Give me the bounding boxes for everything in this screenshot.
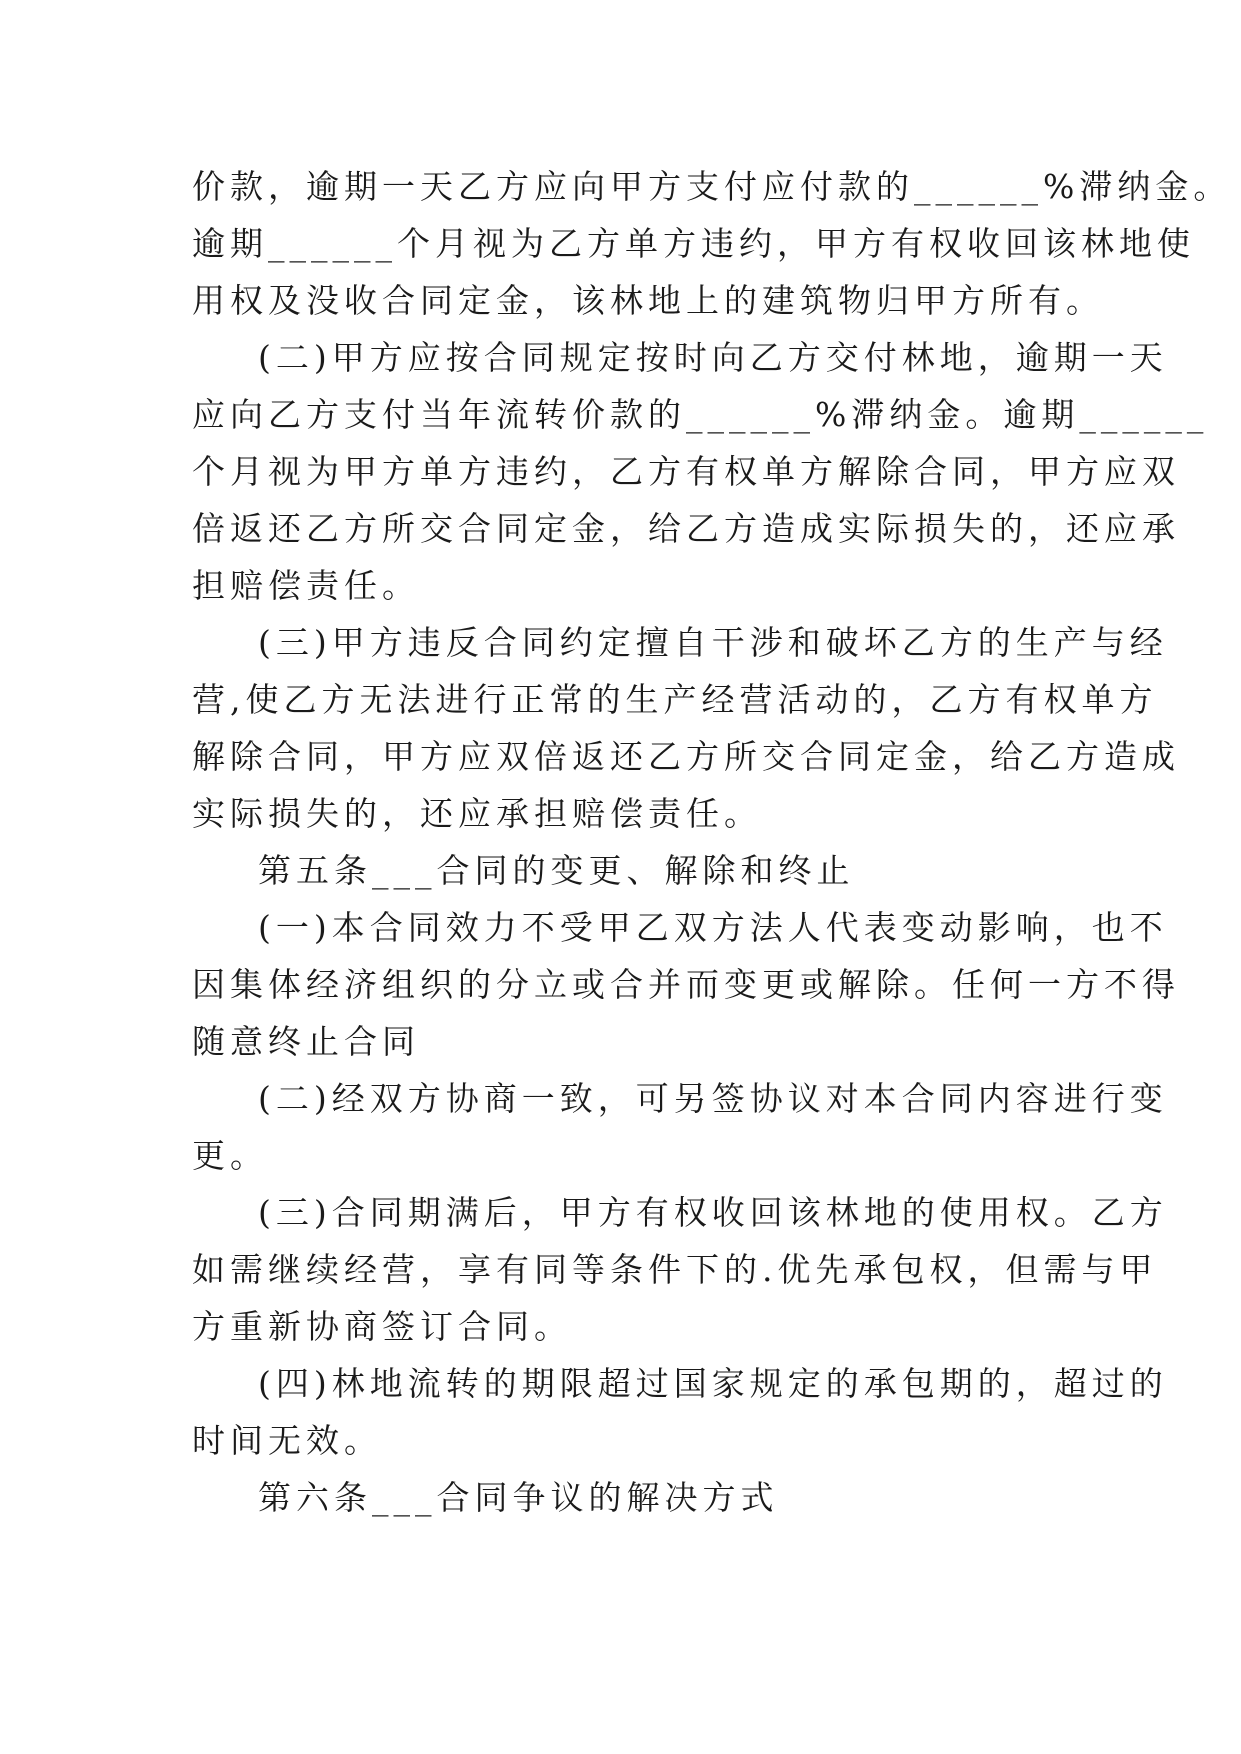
text-line: 应向乙方支付当年流转价款的______%滞纳金。逾期______ bbox=[192, 395, 1209, 434]
paragraph-clause-5-2 bbox=[192, 1070, 1168, 1184]
text-line: 随意终止合同 bbox=[192, 1022, 420, 1061]
text-line: 倍返还乙方所交合同定金，给乙方造成实际损失的，还应承 bbox=[192, 509, 1180, 548]
text-line: 逾期______个月视为乙方单方违约，甲方有权收回该林地使 bbox=[192, 224, 1195, 263]
text-line: 时间无效。 bbox=[192, 1421, 382, 1460]
paragraph-clause-5-4 bbox=[192, 1355, 1168, 1469]
text-line: 解除合同，甲方应双倍返还乙方所交合同定金，给乙方造成 bbox=[192, 737, 1180, 776]
text-line: 实际损失的，还应承担赔偿责任。 bbox=[192, 794, 762, 833]
text-line: 个月视为甲方单方违约，乙方有权单方解除合同，甲方应双 bbox=[192, 452, 1180, 491]
paragraph-late-payment-continuation bbox=[192, 158, 1232, 329]
paragraph-clause-4-3 bbox=[192, 614, 1180, 842]
paragraph-clause-4-2 bbox=[192, 329, 1209, 614]
text-line: 更。 bbox=[192, 1136, 268, 1175]
text-line: (二)经双方协商一致，可另签协议对本合同内容进行变 bbox=[258, 1079, 1168, 1118]
text-line: 担赔偿责任。 bbox=[192, 566, 420, 605]
document-page bbox=[192, 158, 1232, 1526]
text-line: 方重新协商签订合同。 bbox=[192, 1307, 572, 1346]
text-line: (三)合同期满后，甲方有权收回该林地的使用权。乙方 bbox=[258, 1193, 1168, 1232]
text-line: 用权及没收合同定金，该林地上的建筑物归甲方所有。 bbox=[192, 281, 1104, 320]
text-line: 营,使乙方无法进行正常的生产经营活动的，乙方有权单方 bbox=[192, 680, 1158, 719]
text-line: (二)甲方应按合同规定按时向乙方交付林地，逾期一天 bbox=[258, 338, 1168, 377]
section-heading: 第六条___合同争议的解决方式 bbox=[258, 1478, 779, 1517]
text-line: 因集体经济组织的分立或合并而变更或解除。任何一方不得 bbox=[192, 965, 1180, 1004]
text-line: 如需继续经营，享有同等条件下的.优先承包权，但需与甲 bbox=[192, 1250, 1158, 1289]
text-line: (四)林地流转的期限超过国家规定的承包期的，超过的 bbox=[258, 1364, 1168, 1403]
text-line: (一)本合同效力不受甲乙双方法人代表变动影响，也不 bbox=[258, 908, 1168, 947]
article-5-heading bbox=[192, 842, 1058, 899]
section-heading: 第五条___合同的变更、解除和终止 bbox=[258, 851, 855, 890]
paragraph-clause-5-1 bbox=[192, 899, 1180, 1070]
text-line: (三)甲方违反合同约定擅自干涉和破坏乙方的生产与经 bbox=[258, 623, 1168, 662]
article-6-heading bbox=[192, 1469, 1058, 1526]
paragraph-clause-5-3 bbox=[192, 1184, 1168, 1355]
text-line: 价款，逾期一天乙方应向甲方支付应付款的______%滞纳金。 bbox=[192, 167, 1232, 206]
